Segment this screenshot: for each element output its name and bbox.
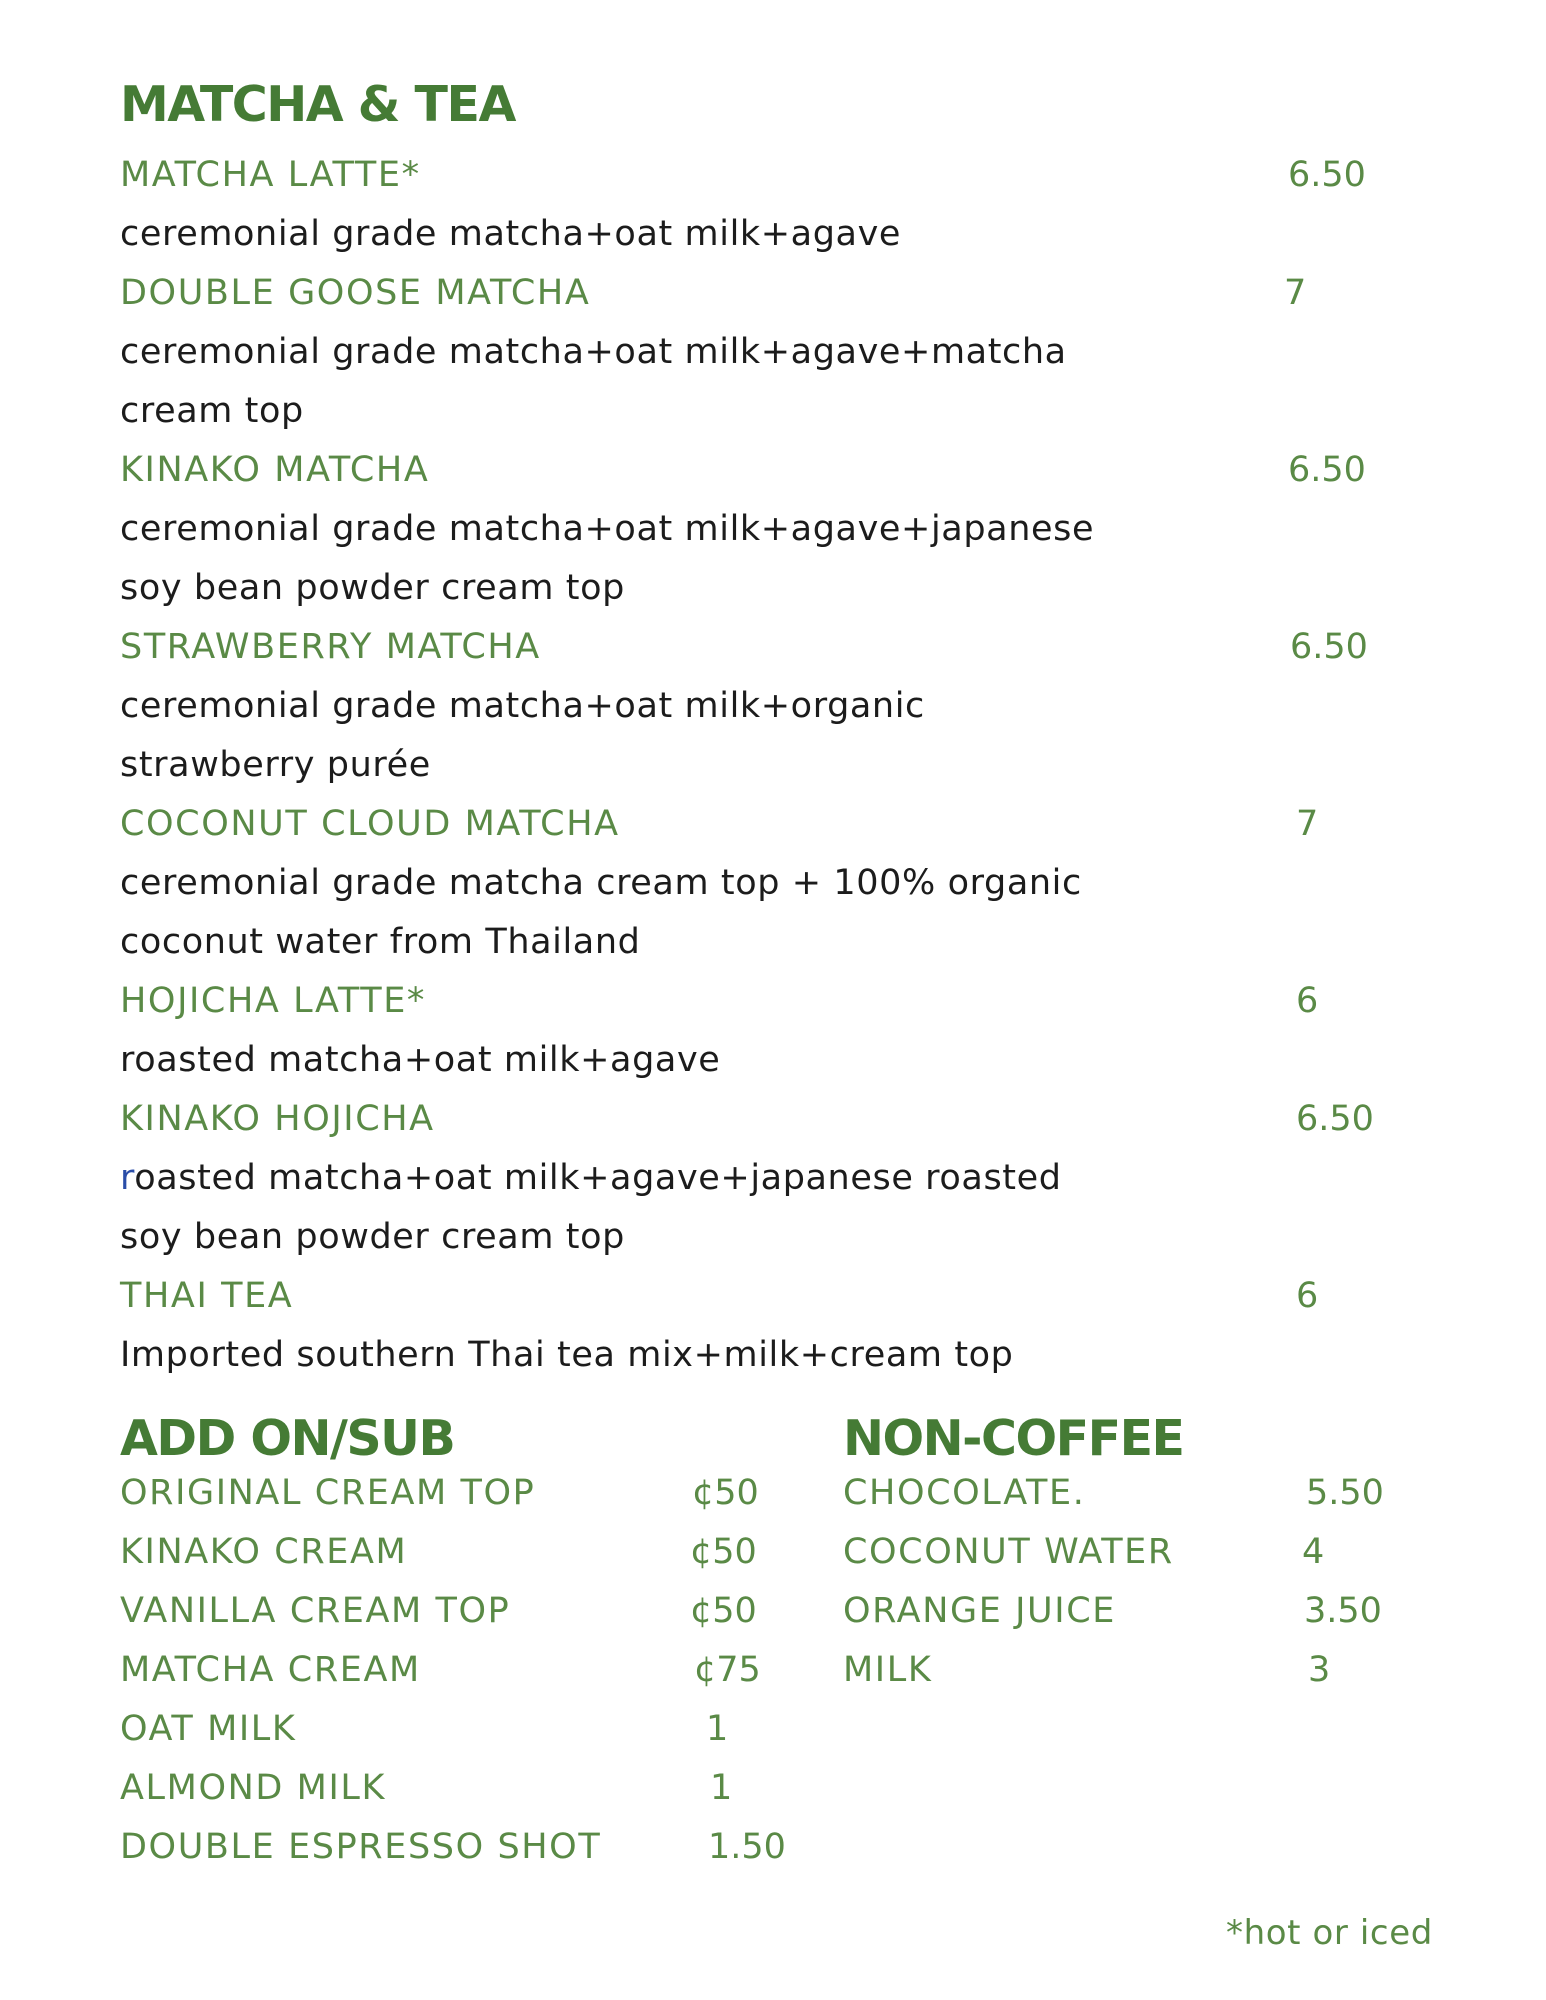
item-name: THAI TEA [120,1276,294,1316]
matcha-tea-heading: MATCHA & TEA [120,76,515,133]
item-description: cream top [120,391,304,431]
item-description: coconut water from Thailand [120,922,641,962]
item-description: ceremonial grade matcha+oat milk+organic [120,686,925,726]
non-coffee-name: MILK [843,1650,933,1690]
item-name: COCONUT CLOUD MATCHA [120,804,620,844]
item-name: KINAKO HOJICHA [120,1099,435,1139]
item-price: 6 [1296,981,1319,1021]
footnote: *hot or iced [1226,1913,1433,1953]
item-name: STRAWBERRY MATCHA [120,627,541,667]
addon-price: 1.50 [708,1827,786,1867]
item-description: ceremonial grade matcha cream top + 100% organic [120,863,1082,903]
addon-price: ¢50 [690,1532,757,1572]
addon-price: ¢50 [692,1473,759,1513]
item-price: 6.50 [1290,627,1368,667]
addon-price: 1 [706,1709,729,1749]
item-price: 6.50 [1288,155,1366,195]
non-coffee-price: 3.50 [1304,1591,1382,1631]
item-price: 7 [1284,273,1307,313]
non-coffee-price: 3 [1308,1650,1331,1690]
highlighted-letter: r [120,1158,135,1198]
item-name: MATCHA LATTE* [120,155,421,195]
item-price: 6 [1296,1276,1319,1316]
item-description-rest: oasted matcha+oat milk+agave+japanese roasted [134,1158,1062,1198]
non-coffee-price: 5.50 [1306,1473,1384,1513]
item-description: Imported southern Thai tea mix+milk+cream top [120,1335,1014,1375]
item-price: 7 [1296,804,1319,844]
item-name: DOUBLE GOOSE MATCHA [120,273,591,313]
addon-price: ¢75 [694,1650,761,1690]
non-coffee-price: 4 [1302,1532,1325,1572]
addon-name: DOUBLE ESPRESSO SHOT [120,1827,602,1867]
add-on-heading: ADD ON/SUB [120,1410,455,1467]
item-description: roasted matcha+oat milk+agave [120,1040,721,1080]
item-price: 6.50 [1288,450,1366,490]
non-coffee-name: CHOCOLATE. [843,1473,1086,1513]
item-description: strawberry purée [120,745,431,785]
item-description: soy bean powder cream top [120,1217,625,1257]
item-description [120,1158,1062,1198]
non-coffee-heading: NON-COFFEE [843,1410,1184,1467]
non-coffee-name: ORANGE JUICE [843,1591,1116,1631]
item-name: HOJICHA LATTE* [120,981,427,1021]
non-coffee-name: COCONUT WATER [843,1532,1174,1572]
addon-name: MATCHA CREAM [120,1650,421,1690]
item-description: soy bean powder cream top [120,568,625,608]
addon-name: OAT MILK [120,1709,297,1749]
addon-name: KINAKO CREAM [120,1532,408,1572]
item-price: 6.50 [1296,1099,1374,1139]
addon-name: ALMOND MILK [120,1768,387,1808]
addon-price: ¢50 [690,1591,757,1631]
item-description: ceremonial grade matcha+oat milk+agave+japanese [120,509,1095,549]
addon-name: VANILLA CREAM TOP [120,1591,511,1631]
item-description: ceremonial grade matcha+oat milk+agave+matcha [120,332,1067,372]
item-description: ceremonial grade matcha+oat milk+agave [120,214,902,254]
item-name: KINAKO MATCHA [120,450,430,490]
addon-name: ORIGINAL CREAM TOP [120,1473,536,1513]
addon-price: 1 [710,1768,733,1808]
